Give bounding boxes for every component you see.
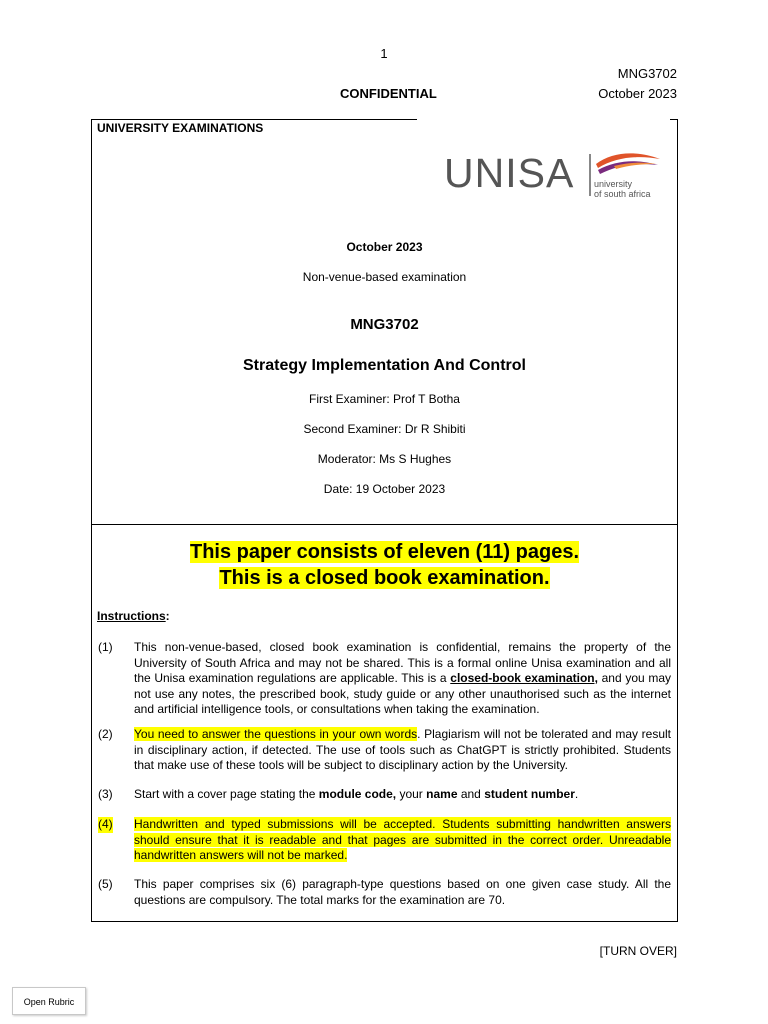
first-examiner: First Examiner: Prof T Botha	[309, 392, 460, 406]
cover-box-top-tick	[670, 119, 678, 120]
logo-wordmark: UNISA	[444, 150, 575, 196]
instruction-item: (1) This non-venue-based, closed book examination is confidential, remains the property of the University of South Africa and may not be shared. This is a formal online Unisa examination and all the Unisa examination regulations are applicable. This is a closed-book examination, and you may not use any notes, the prescribed book, study guide or any other unauthorised such as the internet and artificial intelligence tools, or consultations when taking the examination.	[98, 640, 671, 716]
header-confidential: CONFIDENTIAL	[340, 86, 437, 101]
open-rubric-button[interactable]: Open Rubric	[12, 987, 86, 1015]
university-examinations-label: UNIVERSITY EXAMINATIONS	[97, 121, 264, 135]
exam-month: October 2023	[346, 240, 423, 254]
exam-type: Non-venue-based examination	[302, 270, 467, 284]
second-examiner: Second Examiner: Dr R Shibiti	[303, 422, 466, 436]
logo-swoosh-icon	[592, 150, 664, 178]
cover-box-top-border	[91, 119, 417, 120]
turn-over-label: [TURN OVER]	[599, 944, 677, 958]
banner-pages: This paper consists of eleven (11) pages.	[189, 541, 580, 563]
course-title: Strategy Implementation And Control	[243, 357, 526, 374]
exam-date: Date: 19 October 2023	[323, 482, 446, 496]
instruction-item: (5) This paper comprises six (6) paragraph-type questions based on one given case study. All the questions are compulsory. The total marks for the examination are 70.	[98, 877, 671, 907]
instruction-item: (3) Start with a cover page stating the module code, your name and student number.	[98, 787, 579, 801]
logo-subtitle: university of south africa	[594, 179, 651, 199]
header-course-code: MNG3702	[617, 66, 677, 81]
banner-closed-book: This is a closed book examination.	[219, 567, 550, 589]
page-number: 1	[380, 46, 388, 61]
course-code: MNG3702	[350, 316, 419, 333]
moderator: Moderator: Ms S Hughes	[317, 452, 452, 466]
instructions-heading: Instructions:	[97, 609, 170, 623]
instruction-item: (2) You need to answer the questions in your own words. Plagiarism will not be tolerated and may result in disciplinary action, if detected. The use of tools such as ChatGPT is strictly prohibited. Students that make use of these tools will be subject to disciplinary action by the University.	[98, 727, 671, 772]
header-date: October 2023	[598, 86, 677, 101]
unisa-logo	[444, 150, 666, 202]
instruction-item: (4) Handwritten and typed submissions will be accepted. Students submitting handwritten answers should ensure that it is readable and that pages are submitted in the correct order. Unreadable handwritten answers will not be marked.	[98, 817, 671, 862]
logo-divider	[589, 154, 591, 196]
